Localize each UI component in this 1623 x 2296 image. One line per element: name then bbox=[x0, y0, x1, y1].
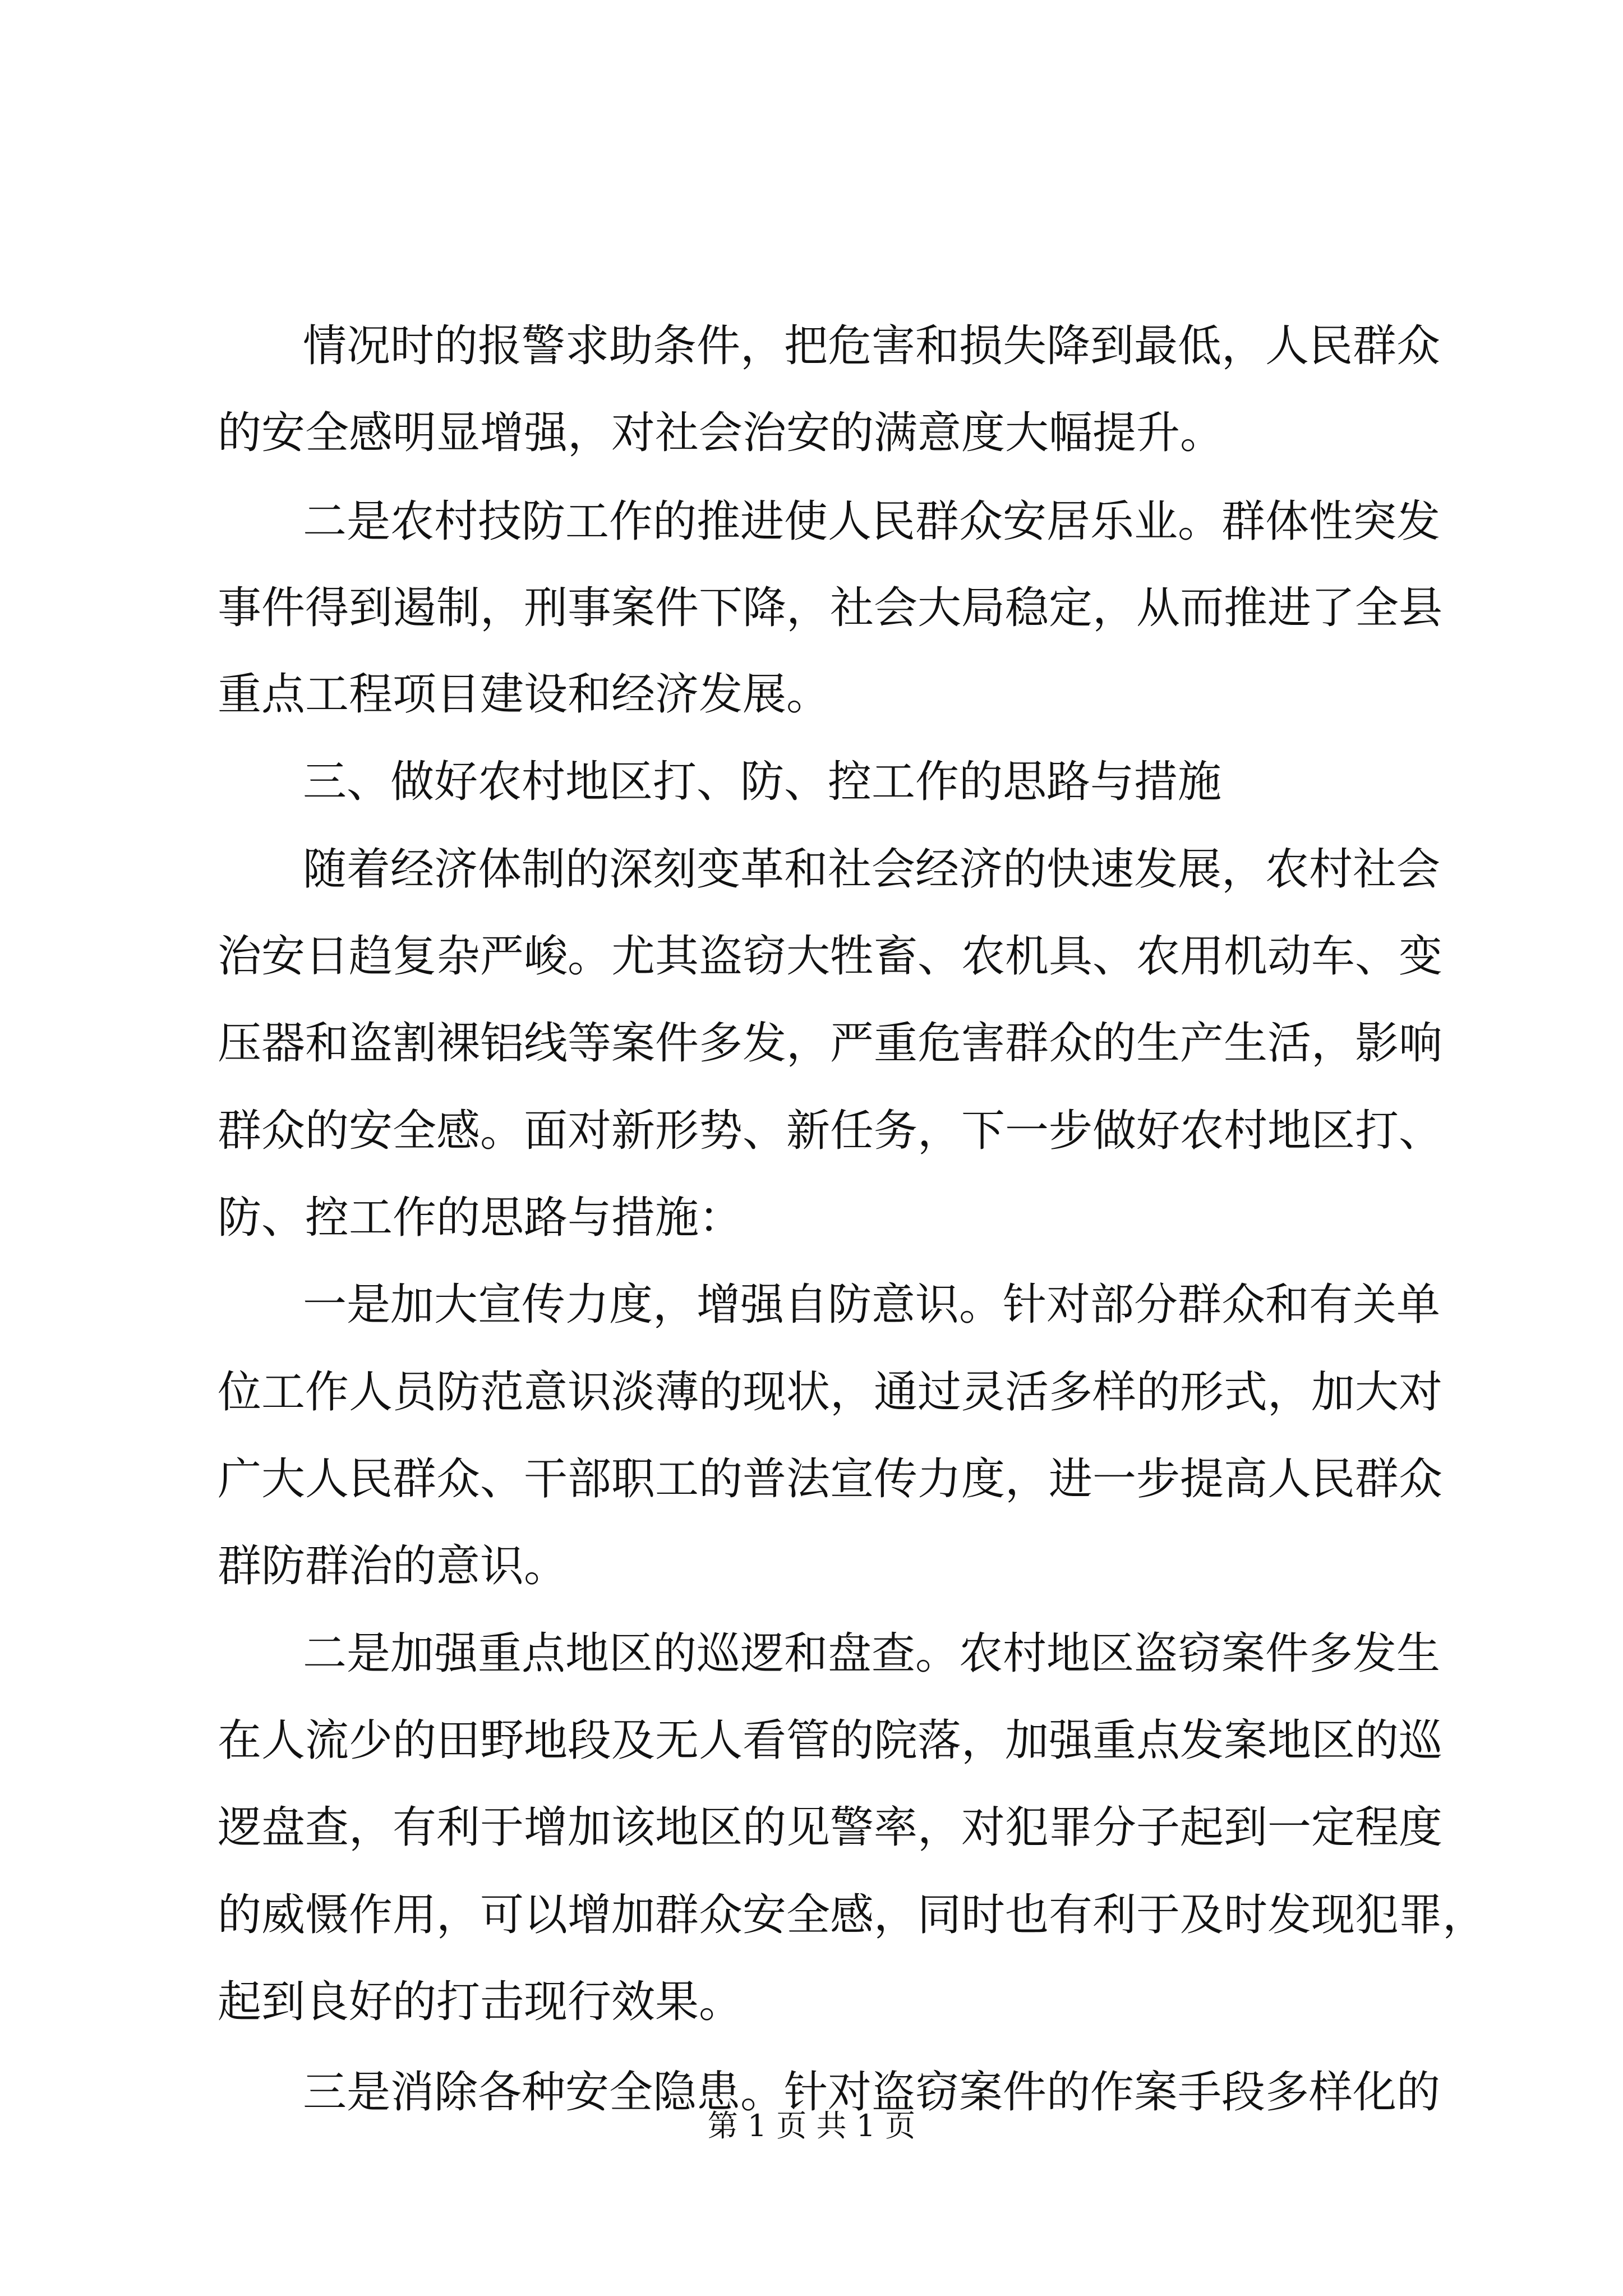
text-line: 的安全感明显增强，对社会治安的满意度大幅提升。 bbox=[218, 408, 1224, 458]
text-line: 压器和盗割裸铝线等案件多发，严重危害群众的生产生活，影响 bbox=[218, 1018, 1443, 1069]
text-line: 的威慑作用，可以增加群众安全感，同时也有利于及时发现犯罪， bbox=[218, 1890, 1487, 1940]
section-heading: 三、做好农村地区打、防、控工作的思路与措施 bbox=[303, 757, 1222, 807]
page-number-footer: 第 1 页 共 1 页 bbox=[707, 2108, 916, 2143]
text-line: 随着经济体制的深刻变革和社会经济的快速发展，农村社会 bbox=[303, 844, 1441, 895]
text-line: 二是农村技防工作的推进使人民群众安居乐业。群体性突发 bbox=[303, 496, 1441, 547]
text-line: 二是加强重点地区的巡逻和盘查。农村地区盗窃案件多发生 bbox=[303, 1628, 1441, 1679]
text-line: 情况时的报警求助条件，把危害和损失降到最低，人民群众 bbox=[303, 321, 1441, 371]
text-line: 重点工程项目建设和经济发展。 bbox=[218, 669, 831, 720]
text-line: 在人流少的田野地段及无人看管的院落，加强重点发案地区的巡 bbox=[218, 1715, 1443, 1766]
text-line: 三是消除各种安全隐患。针对盗窃案件的作案手段多样化的 bbox=[303, 2067, 1441, 2118]
text-line: 防、控工作的思路与措施： bbox=[218, 1193, 743, 1243]
text-line: 一是加大宣传力度，增强自防意识。针对部分群众和有关单 bbox=[303, 1280, 1441, 1330]
text-line: 位工作人员防范意识淡薄的现状，通过灵活多样的形式，加大对 bbox=[218, 1367, 1443, 1418]
text-line: 逻盘查，有利于增加该地区的见警率，对犯罪分子起到一定程度 bbox=[218, 1802, 1443, 1853]
text-line: 群众的安全感。面对新形势、新任务，下一步做好农村地区打、 bbox=[218, 1106, 1443, 1156]
text-line: 起到良好的打击现行效果。 bbox=[218, 1977, 743, 2027]
text-line: 群防群治的意识。 bbox=[218, 1541, 568, 1591]
text-line: 事件得到遏制，刑事案件下降，社会大局稳定，从而推进了全县 bbox=[218, 583, 1443, 633]
text-line: 治安日趋复杂严峻。尤其盗窃大牲畜、农机具、农用机动车、变 bbox=[218, 931, 1443, 982]
text-line: 广大人民群众、干部职工的普法宣传力度，进一步提高人民群众 bbox=[218, 1454, 1443, 1504]
